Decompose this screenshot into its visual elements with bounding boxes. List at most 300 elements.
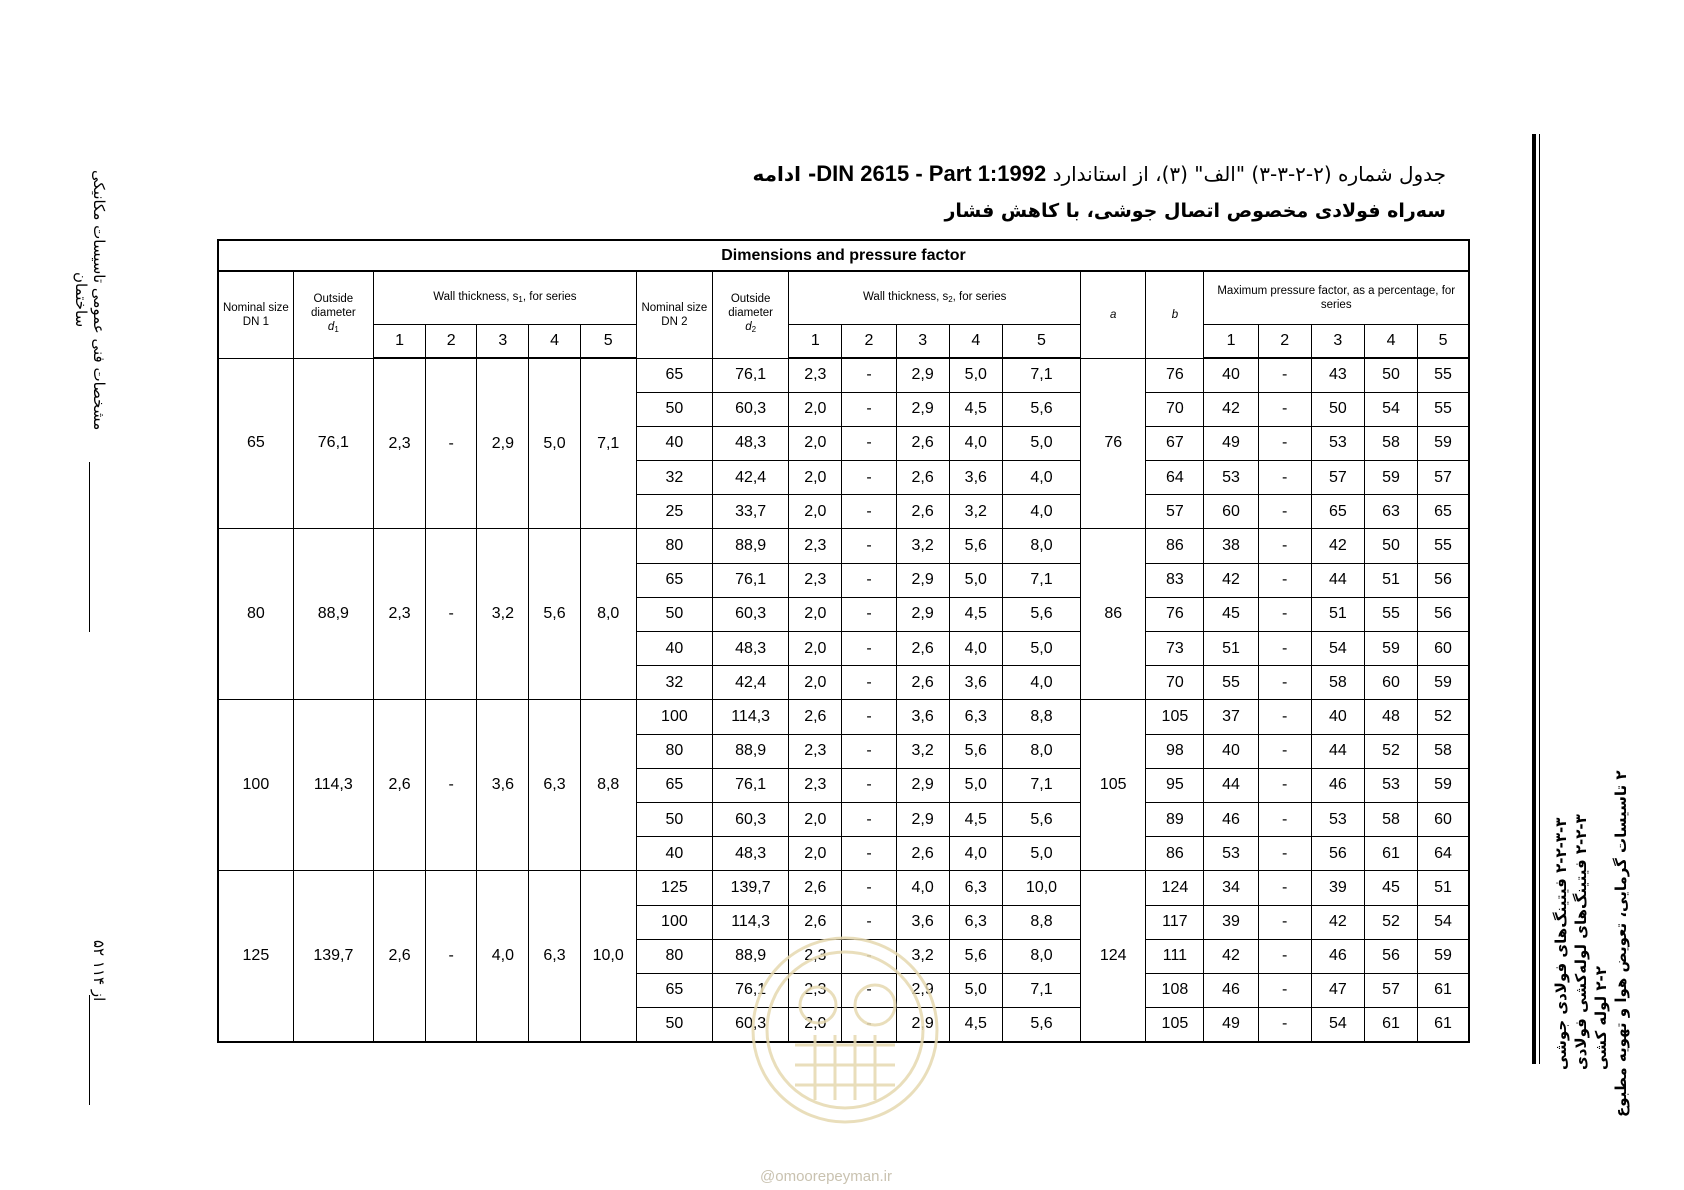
cell-pressure-factor: 55 bbox=[1364, 597, 1417, 631]
cell-b: 124 bbox=[1146, 871, 1204, 905]
divider bbox=[89, 995, 90, 1105]
cell-pressure-factor: 60 bbox=[1418, 802, 1469, 836]
header-nominal-size-dn2: Nominal size DN 2 bbox=[636, 271, 712, 358]
cell-s2: 7,1 bbox=[1002, 358, 1080, 392]
cell-pressure-factor: 49 bbox=[1204, 426, 1258, 460]
cell-pressure-factor: 61 bbox=[1364, 1008, 1417, 1042]
chapter-line-3: ۲-۲-۳ فیتینگ‌های لوله‌کشی فولادی bbox=[1572, 814, 1590, 1070]
cell-pressure-factor: 53 bbox=[1311, 426, 1364, 460]
cell-s2: 5,0 bbox=[949, 973, 1002, 1007]
cell-s2: 4,5 bbox=[949, 597, 1002, 631]
left-margin bbox=[68, 140, 108, 1100]
cell-pressure-factor: 60 bbox=[1364, 666, 1417, 700]
cell-pressure-factor: - bbox=[1258, 426, 1311, 460]
cell-pressure-factor: 42 bbox=[1311, 905, 1364, 939]
cell-s2: 2,6 bbox=[896, 632, 949, 666]
series-header: 4 bbox=[529, 325, 580, 359]
cell-s2: 2,6 bbox=[896, 461, 949, 495]
cell-s2: 10,0 bbox=[1002, 871, 1080, 905]
cell-pressure-factor: - bbox=[1258, 768, 1311, 802]
cell-s2: 2,0 bbox=[789, 392, 842, 426]
chapter-line-2: ۲-۲ لوله کشی bbox=[1592, 966, 1610, 1070]
cell-dn2: 40 bbox=[636, 837, 712, 871]
cell-s2: - bbox=[842, 666, 896, 700]
cell-pressure-factor: 58 bbox=[1364, 426, 1417, 460]
watermark-seal bbox=[740, 930, 950, 1130]
cell-b: 105 bbox=[1146, 700, 1204, 734]
cell-b: 83 bbox=[1146, 563, 1204, 597]
cell-s2: 3,6 bbox=[896, 905, 949, 939]
cell-pressure-factor: 34 bbox=[1204, 871, 1258, 905]
cell-s2: 2,6 bbox=[789, 871, 842, 905]
series-header: 2 bbox=[426, 325, 477, 359]
cell-b: 86 bbox=[1146, 529, 1204, 563]
table-row bbox=[218, 358, 1469, 392]
cell-s2: 2,3 bbox=[789, 529, 842, 563]
cell-pressure-factor: 44 bbox=[1204, 768, 1258, 802]
cell-dn2: 80 bbox=[636, 939, 712, 973]
cell-pressure-factor: 45 bbox=[1204, 597, 1258, 631]
cell-pressure-factor: 48 bbox=[1364, 700, 1417, 734]
cell-dn2: 50 bbox=[636, 392, 712, 426]
table-row bbox=[218, 529, 1469, 563]
cell-d2: 76,1 bbox=[713, 358, 789, 392]
cell-pressure-factor: 39 bbox=[1311, 871, 1364, 905]
cell-d2: 76,1 bbox=[713, 563, 789, 597]
table-subtitle: سه‌راه فولادی مخصوص اتصال جوشی، با کاهش فشار bbox=[944, 200, 1446, 222]
series-header: 1 bbox=[1204, 325, 1258, 359]
cell-pressure-factor: 40 bbox=[1204, 358, 1258, 392]
cell-pressure-factor: 39 bbox=[1204, 905, 1258, 939]
cell-pressure-factor: - bbox=[1258, 495, 1311, 529]
cell-pressure-factor: 52 bbox=[1364, 734, 1417, 768]
cell-s2: 3,6 bbox=[949, 666, 1002, 700]
cell-s2: 2,0 bbox=[789, 597, 842, 631]
cell-s2: 4,0 bbox=[949, 837, 1002, 871]
cell-pressure-factor: 60 bbox=[1418, 632, 1469, 666]
cell-pressure-factor: 40 bbox=[1204, 734, 1258, 768]
cell-s2: 2,0 bbox=[789, 802, 842, 836]
header-outside-diameter-d2: Outside diameter $d_2$ bbox=[713, 271, 789, 358]
cell-s2: 5,0 bbox=[949, 768, 1002, 802]
cell-s2: 8,0 bbox=[1002, 734, 1080, 768]
cell-s2: 5,0 bbox=[1002, 632, 1080, 666]
cell-pressure-factor: 63 bbox=[1364, 495, 1417, 529]
cell-s2: 4,5 bbox=[949, 392, 1002, 426]
cell-dn2: 100 bbox=[636, 905, 712, 939]
cell-b: 70 bbox=[1146, 666, 1204, 700]
cell-pressure-factor: 61 bbox=[1364, 837, 1417, 871]
cell-s2: 3,2 bbox=[896, 939, 949, 973]
cell-pressure-factor: 46 bbox=[1311, 768, 1364, 802]
cell-s2: - bbox=[842, 905, 896, 939]
cell-b: 105 bbox=[1146, 1008, 1204, 1042]
cell-d2: 88,9 bbox=[713, 734, 789, 768]
cell-pressure-factor: 40 bbox=[1311, 700, 1364, 734]
cell-pressure-factor: 61 bbox=[1418, 973, 1469, 1007]
cell-s2: - bbox=[842, 871, 896, 905]
dimensions-table bbox=[217, 239, 1470, 1043]
cell-pressure-factor: 54 bbox=[1311, 632, 1364, 666]
cell-s2: 7,1 bbox=[1002, 768, 1080, 802]
cell-dn2: 40 bbox=[636, 426, 712, 460]
cell-s1: - bbox=[426, 358, 477, 529]
cell-s2: 7,1 bbox=[1002, 563, 1080, 597]
cell-d2: 60,3 bbox=[713, 802, 789, 836]
cell-pressure-factor: - bbox=[1258, 358, 1311, 392]
cell-pressure-factor: 65 bbox=[1418, 495, 1469, 529]
cell-s2: 2,0 bbox=[789, 495, 842, 529]
cell-pressure-factor: 51 bbox=[1364, 563, 1417, 597]
cell-pressure-factor: 37 bbox=[1204, 700, 1258, 734]
cell-d2: 48,3 bbox=[713, 837, 789, 871]
cell-pressure-factor: 43 bbox=[1311, 358, 1364, 392]
cell-s2: 8,0 bbox=[1002, 939, 1080, 973]
cell-pressure-factor: - bbox=[1258, 1008, 1311, 1042]
cell-d1: 76,1 bbox=[293, 358, 373, 529]
header-wall-thickness-s2: Wall thickness, $s_2$, for series bbox=[789, 271, 1081, 325]
cell-pressure-factor: 51 bbox=[1418, 871, 1469, 905]
cell-pressure-factor: - bbox=[1258, 392, 1311, 426]
cell-pressure-factor: 53 bbox=[1364, 768, 1417, 802]
cell-pressure-factor: 59 bbox=[1364, 461, 1417, 495]
series-header: 1 bbox=[373, 325, 425, 359]
cell-s1: 2,6 bbox=[373, 700, 425, 871]
cell-s1: 7,1 bbox=[580, 358, 636, 529]
cell-s2: 2,0 bbox=[789, 461, 842, 495]
chapter-line-4: ۲-۲-۳-۳ فیتینگ‌های فولادی جوشی bbox=[1552, 817, 1570, 1070]
cell-d2: 114,3 bbox=[713, 700, 789, 734]
cell-b: 117 bbox=[1146, 905, 1204, 939]
cell-s2: 3,2 bbox=[896, 734, 949, 768]
margin-rule-thin bbox=[1539, 134, 1540, 1064]
cell-s2: 2,3 bbox=[789, 768, 842, 802]
divider bbox=[89, 462, 90, 632]
cell-s2: 3,2 bbox=[949, 495, 1002, 529]
cell-s2: 5,0 bbox=[949, 563, 1002, 597]
cell-d2: 76,1 bbox=[713, 768, 789, 802]
cell-a: 86 bbox=[1081, 529, 1146, 700]
cell-pressure-factor: 58 bbox=[1418, 734, 1469, 768]
cell-s2: 2,6 bbox=[789, 700, 842, 734]
cell-s2: - bbox=[842, 939, 896, 973]
cell-dn2: 65 bbox=[636, 358, 712, 392]
cell-pressure-factor: 57 bbox=[1418, 461, 1469, 495]
cell-s2: 2,9 bbox=[896, 768, 949, 802]
cell-d2: 60,3 bbox=[713, 597, 789, 631]
cell-s2: 2,3 bbox=[789, 734, 842, 768]
table-row bbox=[218, 871, 1469, 905]
cell-s2: - bbox=[842, 973, 896, 1007]
cell-s1: 8,8 bbox=[580, 700, 636, 871]
cell-dn2: 32 bbox=[636, 461, 712, 495]
cell-d2: 33,7 bbox=[713, 495, 789, 529]
caption-prefix: جدول شماره (۲-۲-۳-۳) "الف" (۳)، از استاندارد bbox=[1052, 162, 1446, 186]
cell-s2: - bbox=[842, 392, 896, 426]
series-header: 3 bbox=[477, 325, 529, 359]
cell-pressure-factor: 57 bbox=[1364, 973, 1417, 1007]
cell-pressure-factor: 55 bbox=[1418, 358, 1469, 392]
cell-s2: 4,5 bbox=[949, 1008, 1002, 1042]
cell-s2: - bbox=[842, 563, 896, 597]
cell-b: 70 bbox=[1146, 392, 1204, 426]
cell-pressure-factor: 58 bbox=[1364, 802, 1417, 836]
series-header: 5 bbox=[1418, 325, 1469, 359]
cell-s1: 6,3 bbox=[529, 700, 580, 871]
cell-d2: 42,4 bbox=[713, 461, 789, 495]
cell-pressure-factor: 50 bbox=[1311, 392, 1364, 426]
cell-pressure-factor: 55 bbox=[1204, 666, 1258, 700]
cell-pressure-factor: 42 bbox=[1204, 392, 1258, 426]
cell-dn1: 125 bbox=[218, 871, 293, 1042]
cell-pressure-factor: - bbox=[1258, 802, 1311, 836]
cell-s2: 2,9 bbox=[896, 973, 949, 1007]
watermark-url: @omoorepeyman.ir bbox=[760, 1168, 892, 1185]
cell-dn2: 125 bbox=[636, 871, 712, 905]
cell-s2: 5,6 bbox=[1002, 597, 1080, 631]
cell-pressure-factor: - bbox=[1258, 939, 1311, 973]
cell-d1: 139,7 bbox=[293, 871, 373, 1042]
cell-s1: 4,0 bbox=[477, 871, 529, 1042]
cell-pressure-factor: - bbox=[1258, 905, 1311, 939]
cell-s1: - bbox=[426, 700, 477, 871]
cell-d2: 60,3 bbox=[713, 392, 789, 426]
cell-pressure-factor: - bbox=[1258, 973, 1311, 1007]
table-caption bbox=[646, 160, 1446, 188]
cell-dn2: 25 bbox=[636, 495, 712, 529]
cell-s2: 2,0 bbox=[789, 666, 842, 700]
cell-s2: 6,3 bbox=[949, 700, 1002, 734]
cell-s1: 2,3 bbox=[373, 358, 425, 529]
cell-dn2: 50 bbox=[636, 1008, 712, 1042]
cell-s1: 8,0 bbox=[580, 529, 636, 700]
cell-s1: 2,9 bbox=[477, 358, 529, 529]
chapter-line-1: ۲ تاسیسات گرمایی، تعویض هوا و تهویه مطبوع bbox=[1612, 770, 1630, 1117]
cell-pressure-factor: 59 bbox=[1364, 632, 1417, 666]
cell-s2: 5,0 bbox=[1002, 426, 1080, 460]
cell-pressure-factor: - bbox=[1258, 871, 1311, 905]
cell-s1: 2,3 bbox=[373, 529, 425, 700]
cell-dn2: 80 bbox=[636, 734, 712, 768]
margin-rule-thick bbox=[1532, 134, 1536, 1064]
cell-s2: 4,0 bbox=[949, 632, 1002, 666]
cell-pressure-factor: 53 bbox=[1204, 837, 1258, 871]
cell-s2: 6,3 bbox=[949, 871, 1002, 905]
cell-a: 124 bbox=[1081, 871, 1146, 1042]
cell-s2: 2,3 bbox=[789, 358, 842, 392]
cell-s1: 2,6 bbox=[373, 871, 425, 1042]
cell-pressure-factor: 53 bbox=[1204, 461, 1258, 495]
cell-pressure-factor: 50 bbox=[1364, 529, 1417, 563]
caption-standard: DIN 2615 - Part 1:1992 bbox=[816, 161, 1047, 186]
cell-pressure-factor: 59 bbox=[1418, 666, 1469, 700]
cell-pressure-factor: 42 bbox=[1204, 939, 1258, 973]
cell-pressure-factor: 52 bbox=[1418, 700, 1469, 734]
cell-s2: 8,8 bbox=[1002, 905, 1080, 939]
cell-s2: 2,6 bbox=[896, 837, 949, 871]
cell-s2: - bbox=[842, 358, 896, 392]
cell-s2: 5,6 bbox=[1002, 802, 1080, 836]
cell-s2: 2,3 bbox=[789, 563, 842, 597]
cell-s2: - bbox=[842, 632, 896, 666]
chapter-headings bbox=[1546, 770, 1636, 1117]
series-header: 3 bbox=[1311, 325, 1364, 359]
cell-s2: 2,9 bbox=[896, 358, 949, 392]
cell-s1: 3,6 bbox=[477, 700, 529, 871]
cell-s2: - bbox=[842, 802, 896, 836]
cell-pressure-factor: 42 bbox=[1204, 563, 1258, 597]
cell-s2: - bbox=[842, 495, 896, 529]
cell-s2: 4,0 bbox=[1002, 666, 1080, 700]
cell-pressure-factor: 56 bbox=[1418, 563, 1469, 597]
cell-pressure-factor: - bbox=[1258, 597, 1311, 631]
page-number: ۵۲ از ۱۱۴ bbox=[90, 940, 108, 1002]
cell-pressure-factor: 56 bbox=[1364, 939, 1417, 973]
cell-s2: 3,6 bbox=[896, 700, 949, 734]
cell-dn2: 65 bbox=[636, 563, 712, 597]
cell-s2: 3,2 bbox=[896, 529, 949, 563]
cell-dn2: 80 bbox=[636, 529, 712, 563]
cell-s2: 8,0 bbox=[1002, 529, 1080, 563]
cell-s2: 2,3 bbox=[789, 939, 842, 973]
cell-s2: 5,0 bbox=[949, 358, 1002, 392]
header-wall-thickness-s1: Wall thickness, $s_1$, for series bbox=[373, 271, 636, 325]
header-b: b bbox=[1146, 271, 1204, 358]
header-nominal-size-dn1: Nominal size DN 1 bbox=[218, 271, 293, 358]
series-header: 4 bbox=[1364, 325, 1417, 359]
cell-pressure-factor: 55 bbox=[1418, 392, 1469, 426]
cell-pressure-factor: 54 bbox=[1418, 905, 1469, 939]
cell-s1: - bbox=[426, 871, 477, 1042]
cell-d2: 48,3 bbox=[713, 426, 789, 460]
cell-s2: 3,6 bbox=[949, 461, 1002, 495]
cell-pressure-factor: 65 bbox=[1311, 495, 1364, 529]
cell-pressure-factor: - bbox=[1258, 700, 1311, 734]
cell-pressure-factor: 53 bbox=[1311, 802, 1364, 836]
series-header: 4 bbox=[949, 325, 1002, 359]
cell-pressure-factor: - bbox=[1258, 529, 1311, 563]
cell-dn2: 50 bbox=[636, 597, 712, 631]
cell-d1: 88,9 bbox=[293, 529, 373, 700]
cell-pressure-factor: - bbox=[1258, 837, 1311, 871]
cell-s2: 2,0 bbox=[789, 426, 842, 460]
caption-suffix: - ادامه bbox=[752, 162, 817, 186]
cell-s2: 4,5 bbox=[949, 802, 1002, 836]
cell-s1: 5,0 bbox=[529, 358, 580, 529]
cell-s2: 2,6 bbox=[896, 495, 949, 529]
cell-d2: 60,3 bbox=[713, 1008, 789, 1042]
cell-b: 86 bbox=[1146, 837, 1204, 871]
table-row bbox=[218, 700, 1469, 734]
cell-pressure-factor: 49 bbox=[1204, 1008, 1258, 1042]
cell-pressure-factor: 46 bbox=[1204, 973, 1258, 1007]
cell-dn2: 65 bbox=[636, 768, 712, 802]
cell-s2: - bbox=[842, 426, 896, 460]
cell-s2: 2,6 bbox=[896, 666, 949, 700]
cell-pressure-factor: 46 bbox=[1204, 802, 1258, 836]
cell-pressure-factor: 51 bbox=[1204, 632, 1258, 666]
cell-d2: 88,9 bbox=[713, 939, 789, 973]
cell-s2: 2,9 bbox=[896, 392, 949, 426]
cell-b: 73 bbox=[1146, 632, 1204, 666]
cell-pressure-factor: - bbox=[1258, 666, 1311, 700]
cell-dn2: 100 bbox=[636, 700, 712, 734]
header-max-pressure-factor: Maximum pressure factor, as a percentage, for series bbox=[1204, 271, 1469, 325]
cell-s2: - bbox=[842, 597, 896, 631]
cell-s1: 10,0 bbox=[580, 871, 636, 1042]
cell-d2: 139,7 bbox=[713, 871, 789, 905]
cell-dn2: 65 bbox=[636, 973, 712, 1007]
cell-s2: 2,6 bbox=[789, 905, 842, 939]
cell-dn2: 40 bbox=[636, 632, 712, 666]
cell-d2: 42,4 bbox=[713, 666, 789, 700]
header-a: a bbox=[1081, 271, 1146, 358]
cell-d1: 114,3 bbox=[293, 700, 373, 871]
cell-pressure-factor: 42 bbox=[1311, 529, 1364, 563]
cell-s2: - bbox=[842, 461, 896, 495]
cell-pressure-factor: 56 bbox=[1418, 597, 1469, 631]
header-outside-diameter-d1: Outside diameter $d_1$ bbox=[293, 271, 373, 358]
cell-pressure-factor: 58 bbox=[1311, 666, 1364, 700]
cell-pressure-factor: - bbox=[1258, 461, 1311, 495]
cell-s1: 3,2 bbox=[477, 529, 529, 700]
cell-b: 98 bbox=[1146, 734, 1204, 768]
cell-pressure-factor: 47 bbox=[1311, 973, 1364, 1007]
cell-pressure-factor: 45 bbox=[1364, 871, 1417, 905]
cell-s2: 5,6 bbox=[949, 529, 1002, 563]
cell-b: 57 bbox=[1146, 495, 1204, 529]
cell-s2: 2,3 bbox=[789, 973, 842, 1007]
cell-b: 95 bbox=[1146, 768, 1204, 802]
cell-s2: - bbox=[842, 768, 896, 802]
cell-pressure-factor: 59 bbox=[1418, 768, 1469, 802]
series-header: 3 bbox=[896, 325, 949, 359]
cell-b: 76 bbox=[1146, 597, 1204, 631]
cell-d2: 48,3 bbox=[713, 632, 789, 666]
cell-d2: 76,1 bbox=[713, 973, 789, 1007]
cell-pressure-factor: 51 bbox=[1311, 597, 1364, 631]
cell-pressure-factor: - bbox=[1258, 632, 1311, 666]
cell-s2: 4,0 bbox=[1002, 461, 1080, 495]
cell-s2: - bbox=[842, 734, 896, 768]
cell-s2: 4,0 bbox=[896, 871, 949, 905]
cell-s2: - bbox=[842, 529, 896, 563]
cell-pressure-factor: 60 bbox=[1204, 495, 1258, 529]
cell-pressure-factor: - bbox=[1258, 734, 1311, 768]
cell-pressure-factor: 61 bbox=[1418, 1008, 1469, 1042]
cell-b: 67 bbox=[1146, 426, 1204, 460]
cell-d2: 88,9 bbox=[713, 529, 789, 563]
cell-pressure-factor: 56 bbox=[1311, 837, 1364, 871]
cell-s2: - bbox=[842, 700, 896, 734]
cell-a: 76 bbox=[1081, 358, 1146, 529]
cell-s2: 5,0 bbox=[1002, 837, 1080, 871]
cell-s2: 2,0 bbox=[789, 837, 842, 871]
cell-b: 111 bbox=[1146, 939, 1204, 973]
series-header: 5 bbox=[1002, 325, 1080, 359]
cell-s2: 6,3 bbox=[949, 905, 1002, 939]
cell-dn1: 65 bbox=[218, 358, 293, 529]
cell-s2: 2,9 bbox=[896, 1008, 949, 1042]
table-title: Dimensions and pressure factor bbox=[218, 240, 1469, 271]
cell-pressure-factor: 52 bbox=[1364, 905, 1417, 939]
cell-s2: 4,0 bbox=[1002, 495, 1080, 529]
cell-s2: 7,1 bbox=[1002, 973, 1080, 1007]
cell-s2: 4,0 bbox=[949, 426, 1002, 460]
cell-b: 108 bbox=[1146, 973, 1204, 1007]
cell-pressure-factor: 44 bbox=[1311, 734, 1364, 768]
series-header: 2 bbox=[1258, 325, 1311, 359]
